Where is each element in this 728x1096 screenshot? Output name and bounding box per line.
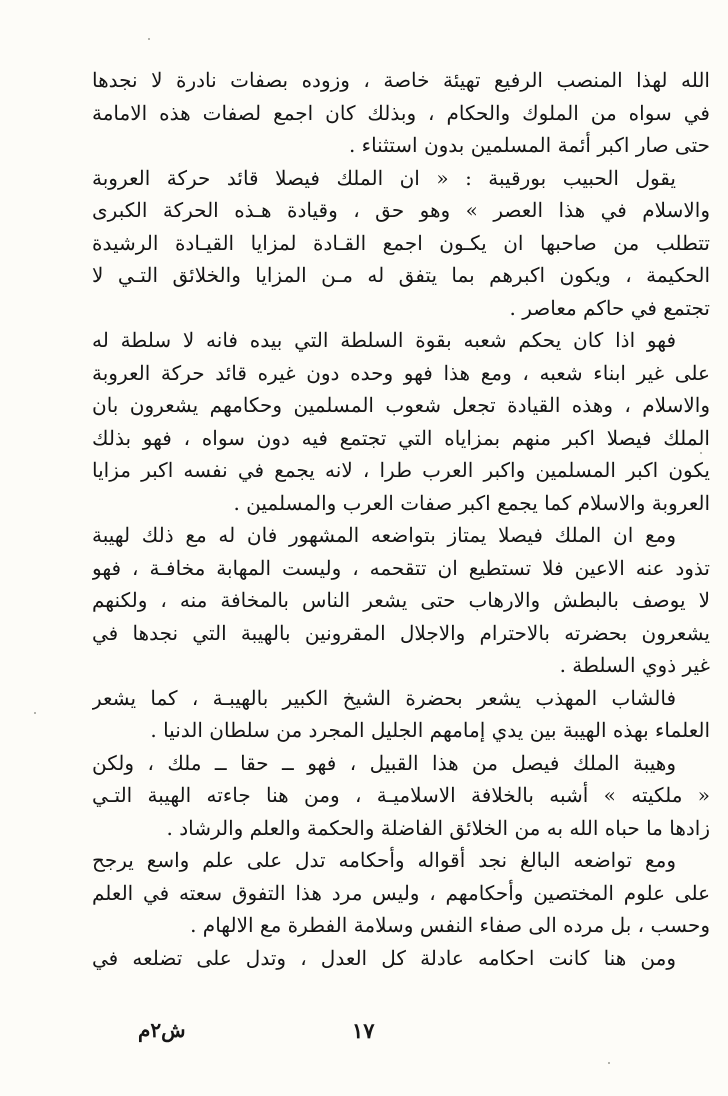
signature-mark: ش٢م — [138, 1018, 186, 1042]
text-line: غير ذوي السلطة . — [559, 653, 710, 677]
paragraph-8 — [92, 942, 710, 975]
page-footer — [0, 1018, 728, 1052]
text-line: فالشاب المهذب يشعر بحضرة الشيخ الكبير بالهيبـة ، كما يشعر — [92, 685, 677, 710]
paragraph-7 — [92, 844, 710, 942]
text-line: ومع تواضعه البالغ نجد أقواله وأحكامه تدل على علم واسع يرجح — [92, 848, 676, 872]
text-line: وهيبة الملك فيصل من هذا القبيل ، فهو ــ حقا ــ ملك ، ولكن — [92, 750, 676, 775]
text-line: العروبة والاسلام كما يجمع اكبر صفات العرب والمسلمين . — [233, 490, 710, 515]
text-line: وحسب ، بل مرده الى صفاء النفس وسلامة الفطرة مع الالهام . — [190, 913, 710, 937]
scan-speck — [148, 38, 150, 40]
text-line: في سواه من الملوك والحكام ، وبذلك كان اجمع لصفات هذه الامامة — [92, 100, 710, 125]
text-line: يكون اكبر المسلمين واكبر العرب طرا ، لانه يجمع في نفسه اكبر مزايا — [92, 458, 710, 482]
text-line: حتى صار اكبر أئمة المسلمين بدون استثناء . — [348, 133, 710, 157]
text-line: والاسلام في هذا العصر » وهو حق ، وقيادة هـذه الحركة الكبرى — [92, 198, 710, 222]
text-line: الملك فيصلا اكبر منهم بمزاياه التي تجتمع فيه دون سواه ، فهو بذلك — [92, 425, 710, 450]
text-line: الله لهذا المنصب الرفيع تهيئة خاصة ، وزوده بصفات نادرة لا نجدها — [92, 68, 710, 92]
text-line: يقول الحبيب بورقيبة : « ان الملك فيصلا قائد حركة العروبة — [92, 165, 676, 190]
scan-speck — [608, 1062, 610, 1064]
paragraph-4 — [92, 519, 710, 682]
scan-speck — [34, 712, 36, 714]
paragraph-6 — [92, 747, 710, 845]
text-line: فهو اذا كان يحكم شعبه بقوة السلطة التي بيده فانه لا سلطة له — [92, 328, 676, 352]
text-line: تذود عنه الاعين فلا تستطيع ان تتقحمه ، وليست المهابة مخافـة ، فهو — [92, 555, 710, 580]
text-line: على غير ابناء شعبه ، ومع هذا فهو وحده دون غيره قائد حركة العروبة — [92, 360, 710, 385]
text-line: زادها ما حباه الله به من الخلائق الفاضلة والحكمة والعلم والرشاد . — [166, 815, 710, 840]
paragraph-5 — [92, 682, 710, 747]
text-line: يشعرون بحضرته بالاحترام والاجلال المقرونين بالهيبة التي نجدها في — [92, 620, 710, 645]
text-line: ومن هنا كانت احكامه عادلة كل العدل ، وتدل على تضلعه في — [92, 945, 676, 970]
body-text — [92, 64, 710, 974]
text-line: والاسلام ، وهذه القيادة تجعل شعوب المسلمين وحكامهم يشعرون بان — [92, 393, 710, 417]
text-line: « ملكيته » أشبه بالخلافة الاسلاميـة ، ومن هنا جاءته الهيبة التـي — [92, 783, 710, 807]
text-line: ومع ان الملك فيصلا يمتاز بتواضعه المشهور فان له مع ذلك لهيبة — [92, 523, 676, 547]
text-line: لا يوصف بالبطش والارهاب حتى يشعر الناس بالمخافة منه ، ولكنهم — [92, 588, 710, 612]
page-number: ١٧ — [352, 1018, 375, 1043]
paragraph-2 — [92, 162, 710, 325]
text-line: تجتمع في حاكم معاصر . — [509, 295, 710, 320]
text-line: على علوم المختصين وأحكامهم ، وليس مرد هذا التفوق سعته في العلم — [92, 880, 710, 905]
paragraph-3 — [92, 324, 710, 519]
scan-speck — [700, 452, 702, 454]
paragraph-1 — [92, 64, 710, 162]
text-line: العلماء بهذه الهيبة بين يدي إمامهم الجليل المجرد من سلطان الدنيا . — [150, 718, 710, 742]
text-line: تتطلب من صاحبها ان يكـون اجمع القـادة لمزايا القيـادة الرشيدة — [92, 230, 710, 255]
text-line: الحكيمة ، ويكون اكبرهم بما يتفق له مـن المزايا والخلائق التـي لا — [92, 263, 710, 287]
